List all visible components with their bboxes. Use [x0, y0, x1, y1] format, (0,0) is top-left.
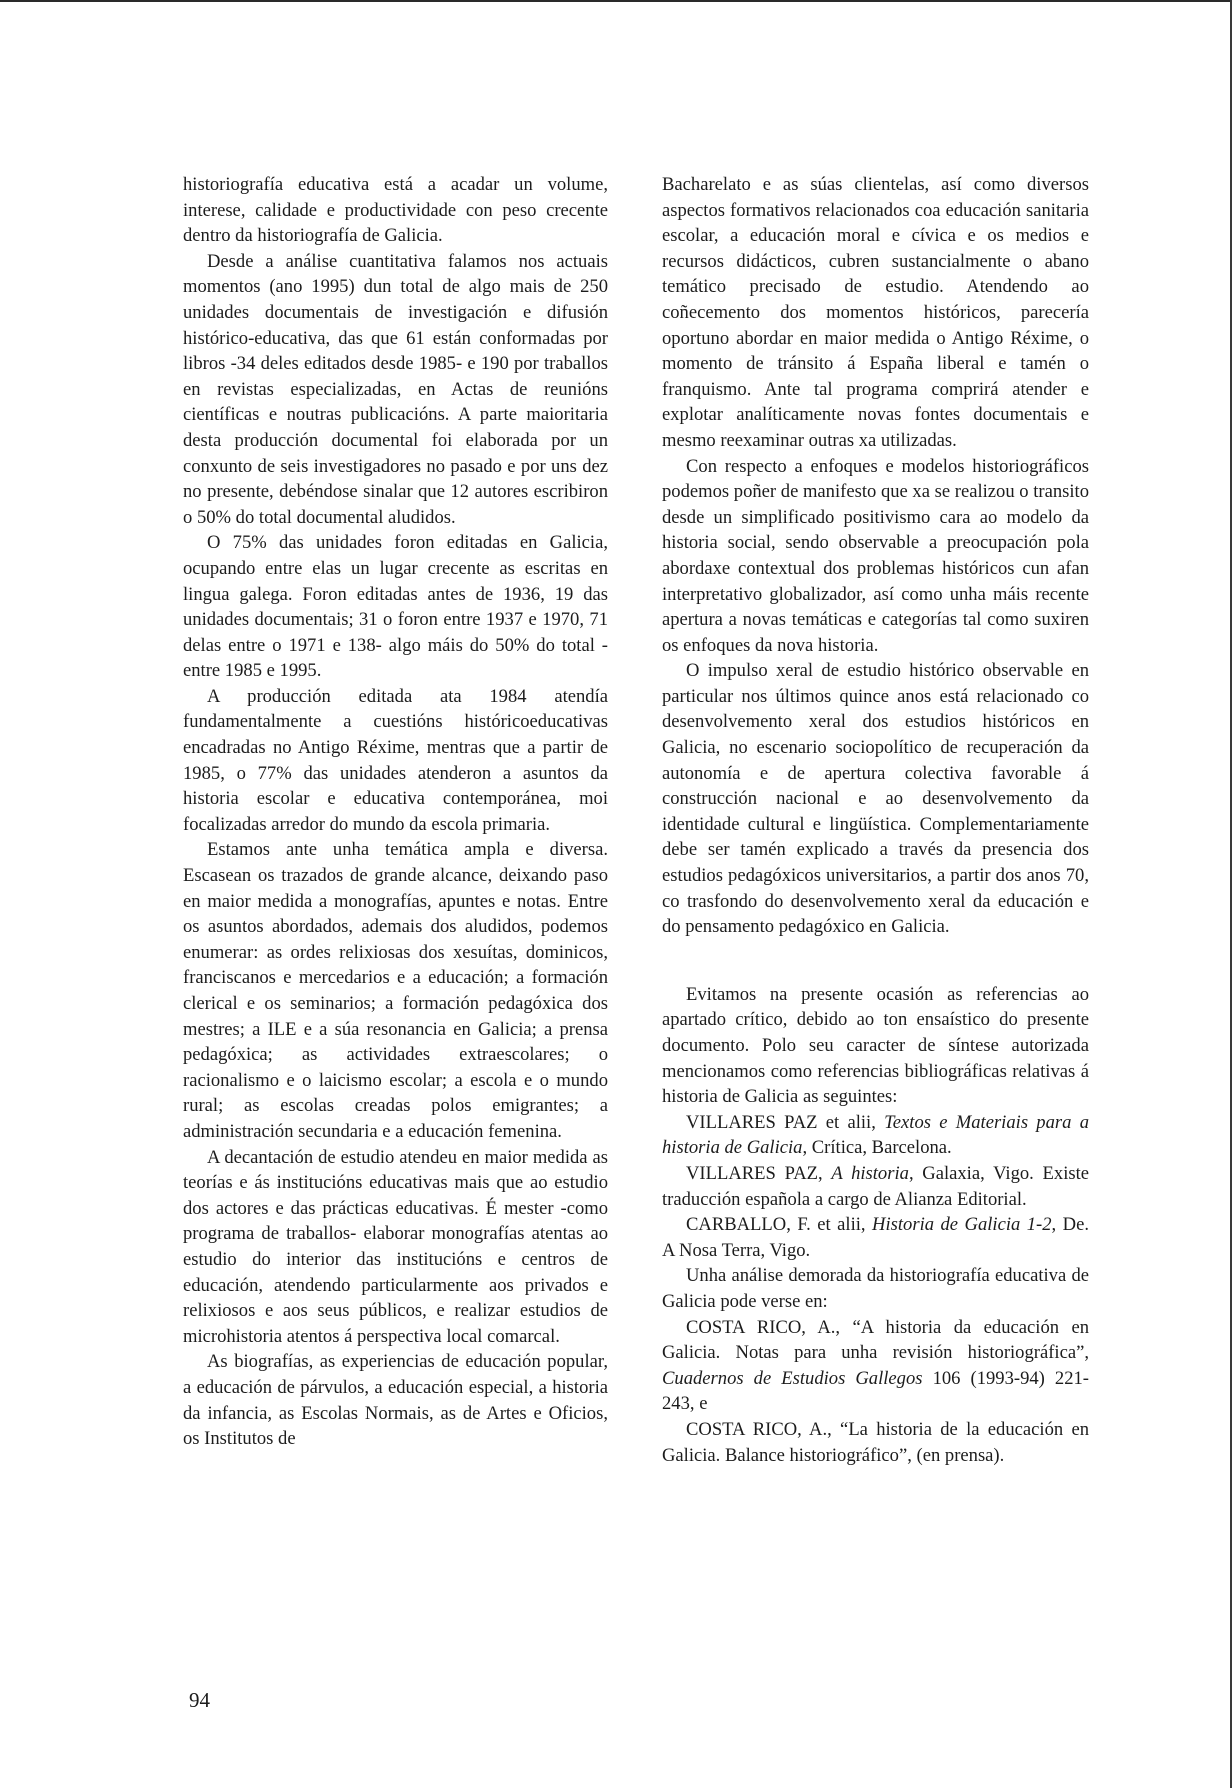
reference-costa-rico-1	[662, 1315, 1089, 1417]
left-paragraph-2: Desde a análise cuantitativa falamos nos actuais momentos (ano 1995) dun total de algo mais de 250 unidades documentais de investigación e difusión histórico-educativa, das que 61 están conformadas por libros -34 deles editados desde 1985- e 190 por traballos en revistas especializadas, en Actas de reunións científicas e noutras publicacións. A parte maioritaria desta producción documental foi elaborada por un conxunto de seis investigadores no pasado e por uns dez no presente, debéndose sinalar que 12 autores escribiron o 50% do total documental aludidos.	[183, 250, 608, 528]
reference-villares-historia	[662, 1161, 1089, 1212]
reference-villares-textos	[662, 1110, 1089, 1161]
reference-carballo	[662, 1212, 1089, 1263]
reference-author: VILLARES PAZ,	[686, 1162, 832, 1184]
reference-publisher: , De. A Nosa Terra, Vigo.	[662, 1214, 1089, 1261]
left-paragraph-3: O 75% das unidades foron editadas en Galicia, ocupando entre elas un lugar crecente as escritas en lingua galega. Foron editadas antes de 1936, 19 das unidades documentais; 31 o foron entre 1937 e 1970, 71 delas entre o 1971 e 138- algo máis do 50% do total -entre 1985 e 1995.	[183, 532, 608, 682]
reference-title: Cuadernos de Estudios Gallegos	[662, 1367, 923, 1389]
reference-title: A historia	[831, 1162, 909, 1184]
reference-title: Historia de Galicia 1-2	[872, 1214, 1052, 1236]
reference-author: CARBALLO, F. et alii,	[686, 1214, 873, 1236]
right-paragraph-2: Con respecto a enfoques e modelos historiográficos podemos poñer de manifesto que xa se realizou o transito desde un simplificado positivismo cara ao modelo da historia social, sendo observable a preocupación pola abordaxe contextual dos problemas históricos cun afan interpretativo globalizador, así como unha máis recente apertura a novas temáticas e categorías tal como suxiren os enfoques da nova historia.	[662, 455, 1090, 656]
reference-author: VILLARES PAZ et alii,	[686, 1111, 885, 1133]
right-column	[662, 172, 1089, 1468]
page-number: 94	[189, 1688, 210, 1712]
left-paragraph-5: Estamos ante unha temática ampla e diversa. Escasean os trazados de grande alcance, deixando paso en maior medida a monografías, apuntes e notas. Entre os asuntos abordados, ademais dos aludidos, podemos enumerar: as ordes relixiosas dos xesuítas, dominicos, franciscanos e mercedarios e a educación; a formación clerical e os seminarios; a formación pedagóxica dos mestres; a ILE e a súa resonancia en Galicia; a prensa pedagóxica; as actividades extraescolares; o racionalismo e o laicismo escolar; a escola e o mundo rural; as escolas creadas polos emigrantes; a administración secundaria e a educación femenina.	[183, 839, 608, 1142]
left-column	[183, 172, 608, 1452]
left-paragraph-7: As biografías, as experiencias de educación popular, a educación de párvulos, a educación especial, a historia da infancia, as Escolas Normais, as de Artes e Oficios, os Institutos de	[183, 1351, 608, 1450]
reference-publisher: , Galaxia, Vigo. Existe traducción española a cargo de Alianza Editorial.	[662, 1162, 1090, 1210]
right-paragraph-1: Bacharelato e as súas clientelas, así como diversos aspectos formativos relacionados coa educación sanitaria escolar, a educación moral e cívica e os medios e recursos didácticos, cubren sustancialmente o abano temático precisado de estudio. Atendendo ao coñecemento dos momentos históricos, parecería oportuno abordar en maior medida o Antigo Réxime, o momento de tránsito á España liberal e tamén o franquismo. Ante tal programa comprirá atender e explotar analíticamente novas fontes documentais e mesmo reexaminar outras xa utilizadas.	[662, 174, 1089, 451]
scan-border-top	[0, 0, 1232, 2]
reference-costa-rico-2: COSTA RICO, A., “La historia de la educación en Galicia. Balance historiográfico”, (en prensa).	[662, 1418, 1089, 1466]
reference-publisher: , Crítica, Barcelona.	[802, 1137, 952, 1159]
left-paragraph-6: A decantación de estudio atendeu en maior medida as teorías e ás institucións educativas mais que ao estudio dos actores e das prácticas educativas. É mester -como programa de traballos- elaborar monografías atentas ao estudio do interior das institucións e centros de educación, atendendo particularmente aos privados e relixiosos e aos seus públicos, e realizar estudios de microhistoria atentos á perspectiva local comarcal.	[183, 1146, 608, 1347]
reference-author: COSTA RICO, A., “A historia da educación en Galicia. Notas para unha revisión historiográfica”,	[662, 1316, 1089, 1364]
references-intro: Evitamos na presente ocasión as referencias ao apartado crítico, debido ao ton ensaístico do presente documento. Polo seu caracter de síntese autorizada mencionamos como referencias bibliográficas relativas á historia de Galicia as seguintes:	[662, 983, 1089, 1108]
reference-publisher: 106 (1993-94) 221-243, e	[662, 1367, 1089, 1415]
reference-title: Textos e Materiais para a historia de Galicia	[662, 1111, 1089, 1159]
references-note: Unha análise demorada da historiografía educativa de Galicia pode verse en:	[662, 1265, 1089, 1312]
left-paragraph-1: historiografía educativa está a acadar un volume, interese, calidade e productividade con peso crecente dentro da historiografía de Galicia.	[183, 174, 608, 247]
left-paragraph-4: A producción editada ata 1984 atendía fundamentalmente a cuestións históricoeducativas encadradas no Antigo Réxime, mentras que a partir de 1985, o 77% das unidades atenderon a asuntos da historia escolar e educativa contemporánea, moi focalizadas arredor do mundo da escola primaria.	[183, 685, 608, 835]
section-gap	[662, 940, 1089, 982]
right-paragraph-3: O impulso xeral de estudio histórico observable en particular nos últimos quince anos está relacionado co desenvolvemento xeral dos estudios históricos en Galicia, no escenario sociopolítico de recuperación da autonomía e de apertura colectiva favorable á construcción nacional e ao desenvolvemento da identidade cultural e lingüística. Complementariamente debe ser tamén explicado a través da presencia dos estudios pedagóxicos universitarios, a partir dos anos 70, co trasfondo do desenvolvemento xeral da educación e do pensamento pedagóxico en Galicia.	[662, 660, 1089, 938]
